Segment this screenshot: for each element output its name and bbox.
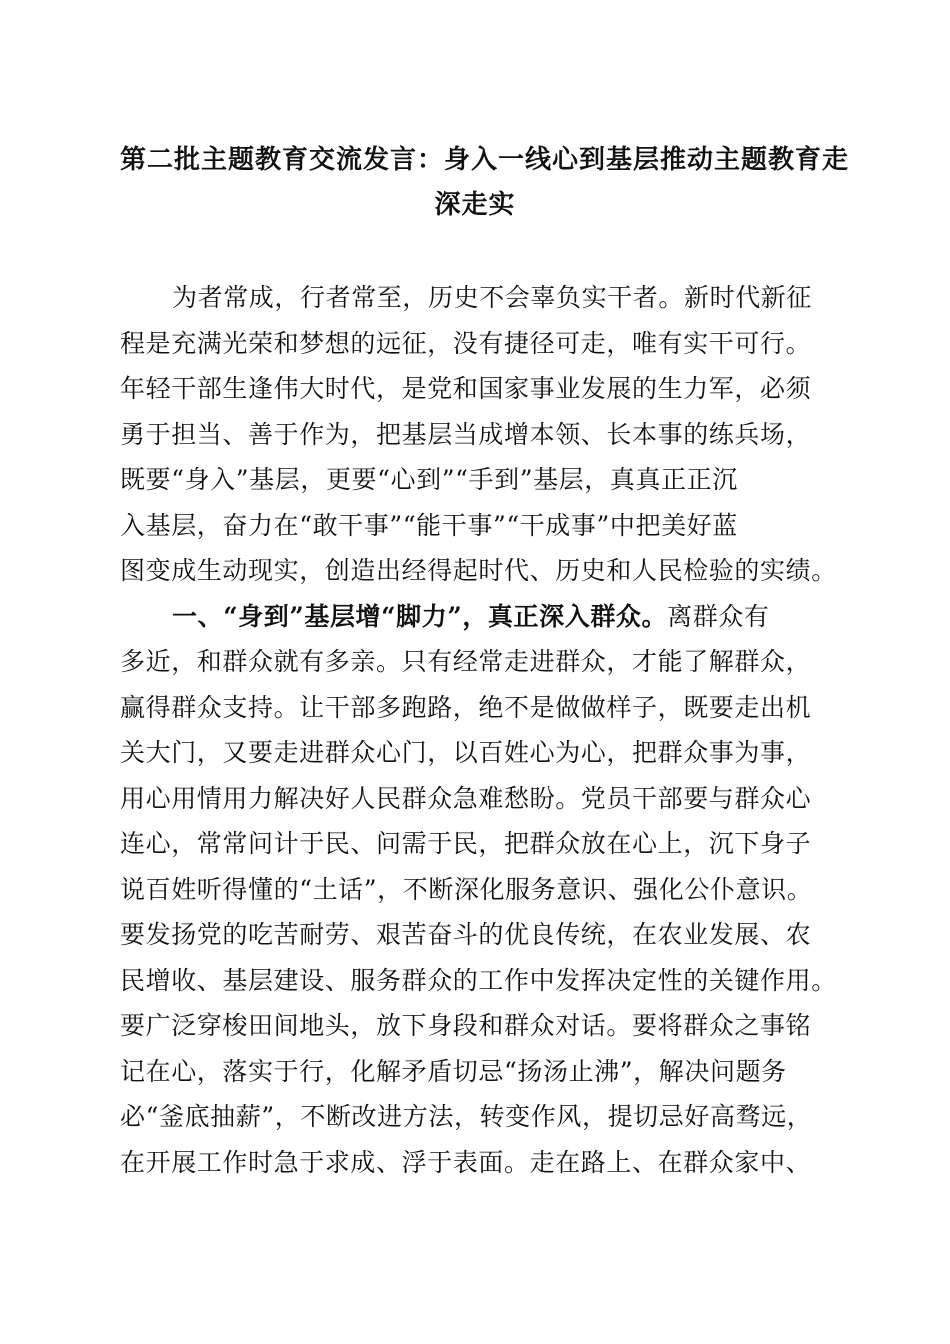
paragraph-line: 年轻干部生逢伟大时代，是党和国家事业发展的生力军，必须 xyxy=(120,374,812,403)
title-line-2: 深走实 xyxy=(434,190,516,220)
paragraph-line: 要发扬党的吃苦耐劳、艰苦奋斗的优良传统，在农业发展、农 xyxy=(120,920,812,949)
section-heading-line xyxy=(120,594,835,640)
document-title xyxy=(120,138,850,228)
title-line-1: 第二批主题教育交流发言：身入一线心到基层推动主题教育走 xyxy=(120,145,850,175)
paragraph-line: 多近，和群众就有多亲。只有经常走进群众，才能了解群众， xyxy=(120,647,812,676)
paragraph-line: 入基层，奋力在“敢干事”“能干事”“干成事”中把美好蓝 xyxy=(120,510,738,540)
document-body xyxy=(120,275,835,1185)
paragraph-line: 必“釜底抽薪”，不断改进方法，转变作风，提切忌好高骛远， xyxy=(120,1102,813,1131)
paragraph-line: 既要“身入”基层，更要“心到”“手到”基层，真真正正沉 xyxy=(120,465,738,494)
paragraph-line: 用心用情用力解决好人民群众急难愁盼。党员干部要与群众心 xyxy=(120,783,812,813)
paragraph-line: 勇于担当、善于作为，把基层当成增本领、长本事的练兵场， xyxy=(120,419,812,449)
paragraph-line: 程是充满光荣和梦想的远征，没有捷径可走，唯有实干可行。 xyxy=(120,328,812,358)
paragraph-line: 图变成生动现实，创造出经得起时代、历史和人民检验的实绩。 xyxy=(120,556,837,585)
paragraph-line: 记在心，落实于行，化解矛盾切忌“扬汤止沸”，解决问题务 xyxy=(120,1056,787,1086)
paragraph-line: 民增收、基层建设、服务群众的工作中发挥决定性的关键作用。 xyxy=(120,965,837,995)
paragraph-line: 为者常成，行者常至，历史不会辜负实干者。新时代新征 xyxy=(172,283,813,312)
section-1-heading: 一、“身到”基层增“脚力”，真正深入群众。 xyxy=(172,601,668,631)
paragraph-line: 关大门，又要走进群众心门，以百姓心为心，把群众事为事， xyxy=(120,738,812,767)
paragraph-line: 赢得群众支持。让干部多跑路，绝不是做做样子，既要走出机 xyxy=(120,692,812,722)
section-1-first-text: 离群众有 xyxy=(667,601,770,631)
paragraph-line: 连心，常常问计于民、问需于民，把群众放在心上，沉下身子 xyxy=(120,829,812,858)
paragraph-line: 要广泛穿梭田间地头，放下身段和群众对话。要将群众之事铭 xyxy=(120,1011,812,1040)
paragraph-line: 在开展工作时急于求成、浮于表面。走在路上、在群众家中、 xyxy=(120,1147,812,1177)
paragraph-line: 说百姓听得懂的“土话”，不断深化服务意识、强化公仆意识。 xyxy=(120,874,813,904)
